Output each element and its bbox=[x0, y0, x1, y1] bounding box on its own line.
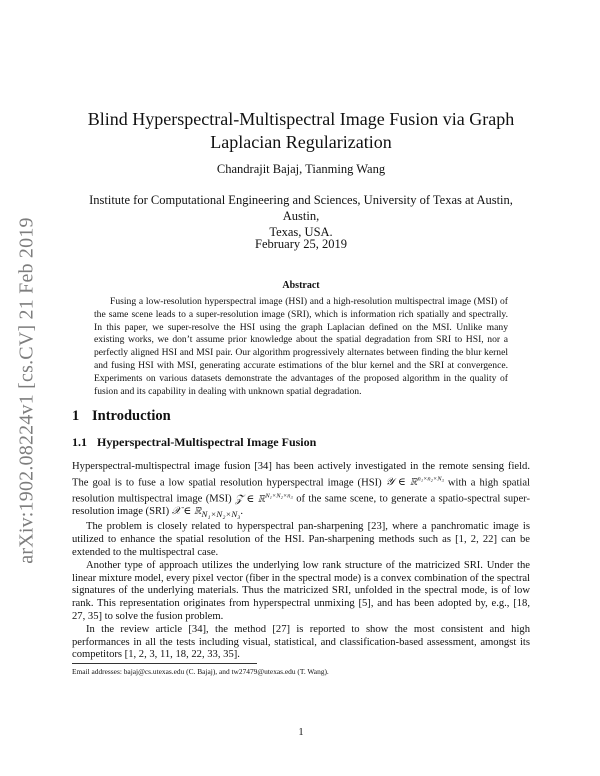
section-heading bbox=[72, 408, 171, 425]
sri-symbol: 𝒳 ∈ ℝ bbox=[171, 506, 202, 518]
paragraph-1-part-b: with a high spatial resolution multispectral image (MSI) bbox=[72, 477, 530, 505]
affiliation bbox=[72, 192, 530, 240]
arxiv-stamp bbox=[14, 216, 40, 564]
arxiv-identifier: arXiv:1902.08224v1 [cs.CV] 21 Feb 2019 bbox=[15, 216, 38, 564]
msi-math bbox=[235, 494, 293, 505]
paragraph-3: Another type of approach utilizes the underlying low rank structure of the matricized SRI. Under the linear mixture model, every pixel vector (fiber in the spectral mode) is a convex combination of the spectral signatures of the underlying materials. Thus the matricized SRI, unfolded in the spectral mode, is of low rank. This representation originates from hyperspectral unmixing [5], and has been adopted by, e.g., [18, 27, 35] to solve the fusion problem. bbox=[72, 559, 530, 622]
abstract-text: Fusing a low-resolution hyperspectral image (HSI) and a high-resolution multispectral image (MSI) of the same scene leads to a super-resolution image (SRI), which is information rich spatially and spectrally. In this paper, we super-resolve the HSI using the graph Laplacian defined on the MSI. Unlike many existing works, we don’t assume prior knowledge about the spatial degradation from SRI to HSI, nor a perfectly aligned HSI and MSI pair. Our algorithm progressively alternates between finding the blur kernel and fusing HSI with MSI, generating accurate estimations of the blur kernel and the SRI at convergence. Experiments on various datasets demonstrate the advantages of the proposed algorithm in the quality of fusion and its capability in dealing with unknown spatial degradation. bbox=[94, 296, 508, 397]
abstract-heading: Abstract bbox=[282, 280, 320, 291]
sri-math bbox=[171, 506, 241, 520]
subsection-title: Hyperspectral-Multispectral Image Fusion bbox=[97, 435, 317, 449]
subsection-heading bbox=[72, 435, 316, 450]
title-line-1: Blind Hyperspectral-Multispectral Image Fusion via Graph bbox=[87, 109, 515, 129]
hsi-dims: n₁×n₂×N₃ bbox=[417, 475, 444, 483]
msi-dims: N₁×N₂×n₃ bbox=[265, 492, 293, 500]
section-number: 1 bbox=[72, 408, 80, 424]
affiliation-line-1: Institute for Computational Engineering and Sciences, University of Texas at Austin, Austin, bbox=[89, 193, 513, 223]
paragraph-1 bbox=[72, 461, 530, 521]
hsi-math bbox=[386, 477, 444, 488]
section-title: Introduction bbox=[92, 408, 171, 424]
paragraph-1-part-c: of the same scene, to generate a spatio-spectral super-resolution image (SRI) bbox=[72, 493, 530, 518]
paragraph-2: The problem is closely related to hyperspectral pan-sharpening [23], where a panchromatic image is utilized to enhance the spatial resolution of the HSI. Pan-sharpening methods such as [1, 2, 22] can be extended to the multispectral case. bbox=[72, 521, 530, 558]
authors: Chandrajit Bajaj, Tianming Wang bbox=[216, 162, 386, 176]
paragraph-1-part-d: . bbox=[240, 506, 243, 518]
title-line-2: Laplacian Regularization bbox=[210, 132, 392, 152]
paper-title bbox=[72, 108, 530, 154]
footnote-emails: Email addresses: bajaj@cs.utexas.edu (C. Bajaj), and tw27479@utexas.edu (T. Wang). bbox=[72, 667, 329, 676]
affiliation-line-2: Texas, USA. bbox=[269, 225, 333, 239]
sri-dims: N₁×N₂×N₃ bbox=[201, 509, 241, 520]
hsi-symbol: 𝒴 ∈ ℝ bbox=[385, 477, 418, 489]
body-text bbox=[72, 461, 530, 662]
subsection-number: 1.1 bbox=[72, 435, 87, 449]
date: February 25, 2019 bbox=[255, 237, 347, 251]
paragraph-1-part-a: Hyperspectral-multispectral image fusion [34] has been actively investigated in the remote sensing field. The goal is to fuse a low spatial resolution hyperspectral image (HSI) bbox=[72, 461, 530, 489]
page-number: 1 bbox=[298, 727, 304, 738]
footnote-rule bbox=[72, 663, 257, 664]
paragraph-4: In the review article [34], the method [27] is reported to show the most consistent and high performances in all the tests including visual, statistical, and classification-based assessment, amongst its competitors [1, 2, 3, 11, 18, 22, 33, 35]. bbox=[72, 623, 530, 661]
msi-symbol: 𝒵 ∈ ℝ bbox=[235, 493, 266, 505]
